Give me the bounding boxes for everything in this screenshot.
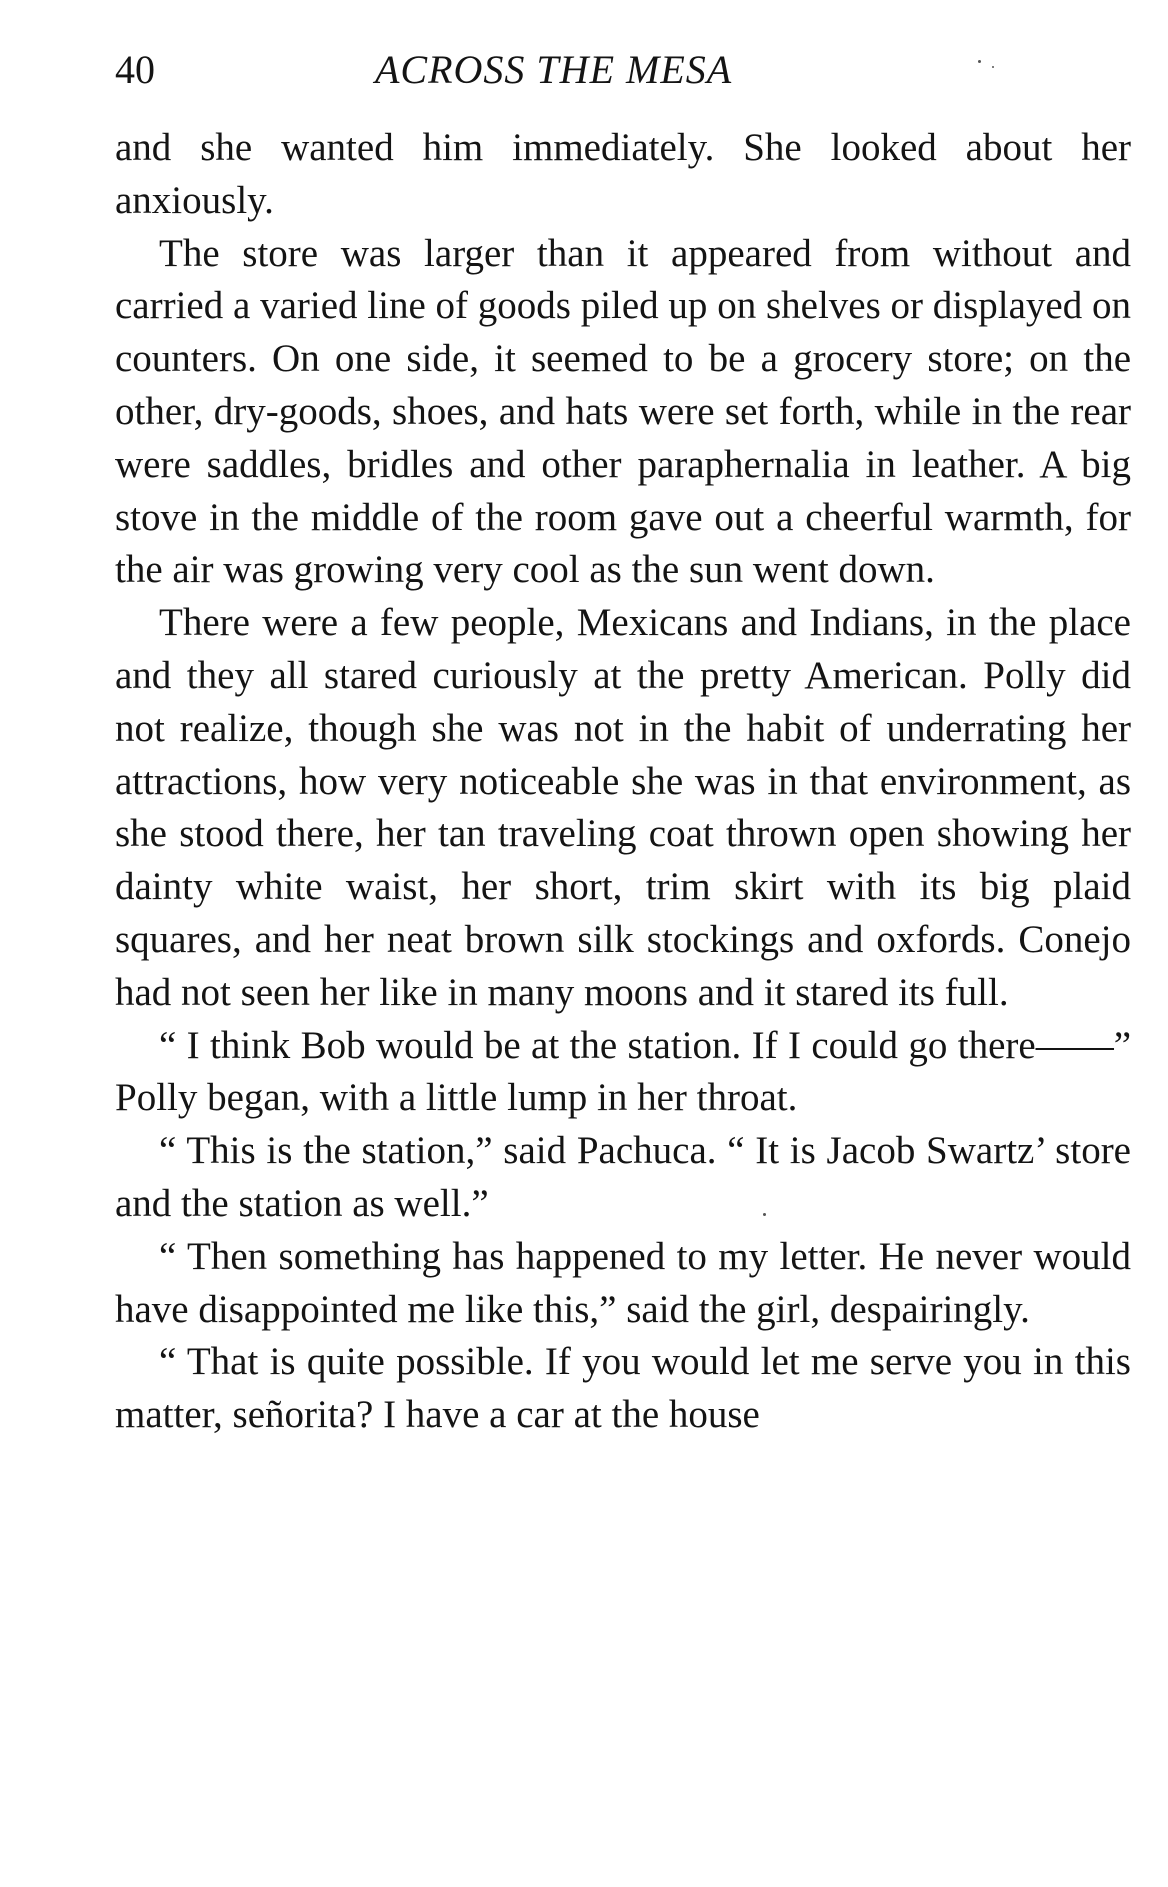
page-number: 40 xyxy=(115,47,155,92)
paragraph: “ This is the station,” said Pachuca. “ It is Jacob Swartz’ store and the station as well.” xyxy=(115,1129,1131,1225)
paragraph: There were a few people, Mexicans and Indians, in the place and they all stared curiously at the pretty American. Polly did not realize, though she was not in the habit of underrating her attractions, how very noticeable she was in that environment, as she stood there, her tan traveling coat thrown open showing her dainty white waist, her short, trim skirt with its big plaid squares, and her neat brown silk stockings and oxfords. Conejo had not seen her like in many moons and it stared its full. xyxy=(115,601,1131,1014)
body-text xyxy=(115,122,1131,1442)
print-speck xyxy=(992,66,994,68)
page-header xyxy=(115,38,1015,98)
paragraph: “ Then something has happened to my letter. He never would have disappointed me like this,” said the girl, despairingly. xyxy=(115,1234,1131,1331)
paragraph: The store was larger than it appeared from without and carried a varied line of goods piled up on shelves or displayed on counters. On one side, it seemed to be a grocery store; on the other, dry-goods, shoes, and hats were set forth, while in the rear were saddles, bridles and other paraphernalia in leather. A big stove in the middle of the room gave out a cheerful warmth, for the air was growing very cool as the sun went down. xyxy=(115,231,1131,592)
running-title: ACROSS THE MESA xyxy=(375,47,733,92)
paragraph: “ I think Bob would be at the station. If I could go there——” Polly began, with a little lump in her throat. xyxy=(115,1023,1131,1120)
paragraph: “ That is quite possible. If you would let me serve you in this matter, señorita? I have a car at the house xyxy=(115,1340,1131,1437)
print-speck xyxy=(978,60,981,63)
paragraph: and she wanted him immediately. She looked about her anxiously. xyxy=(115,126,1131,222)
